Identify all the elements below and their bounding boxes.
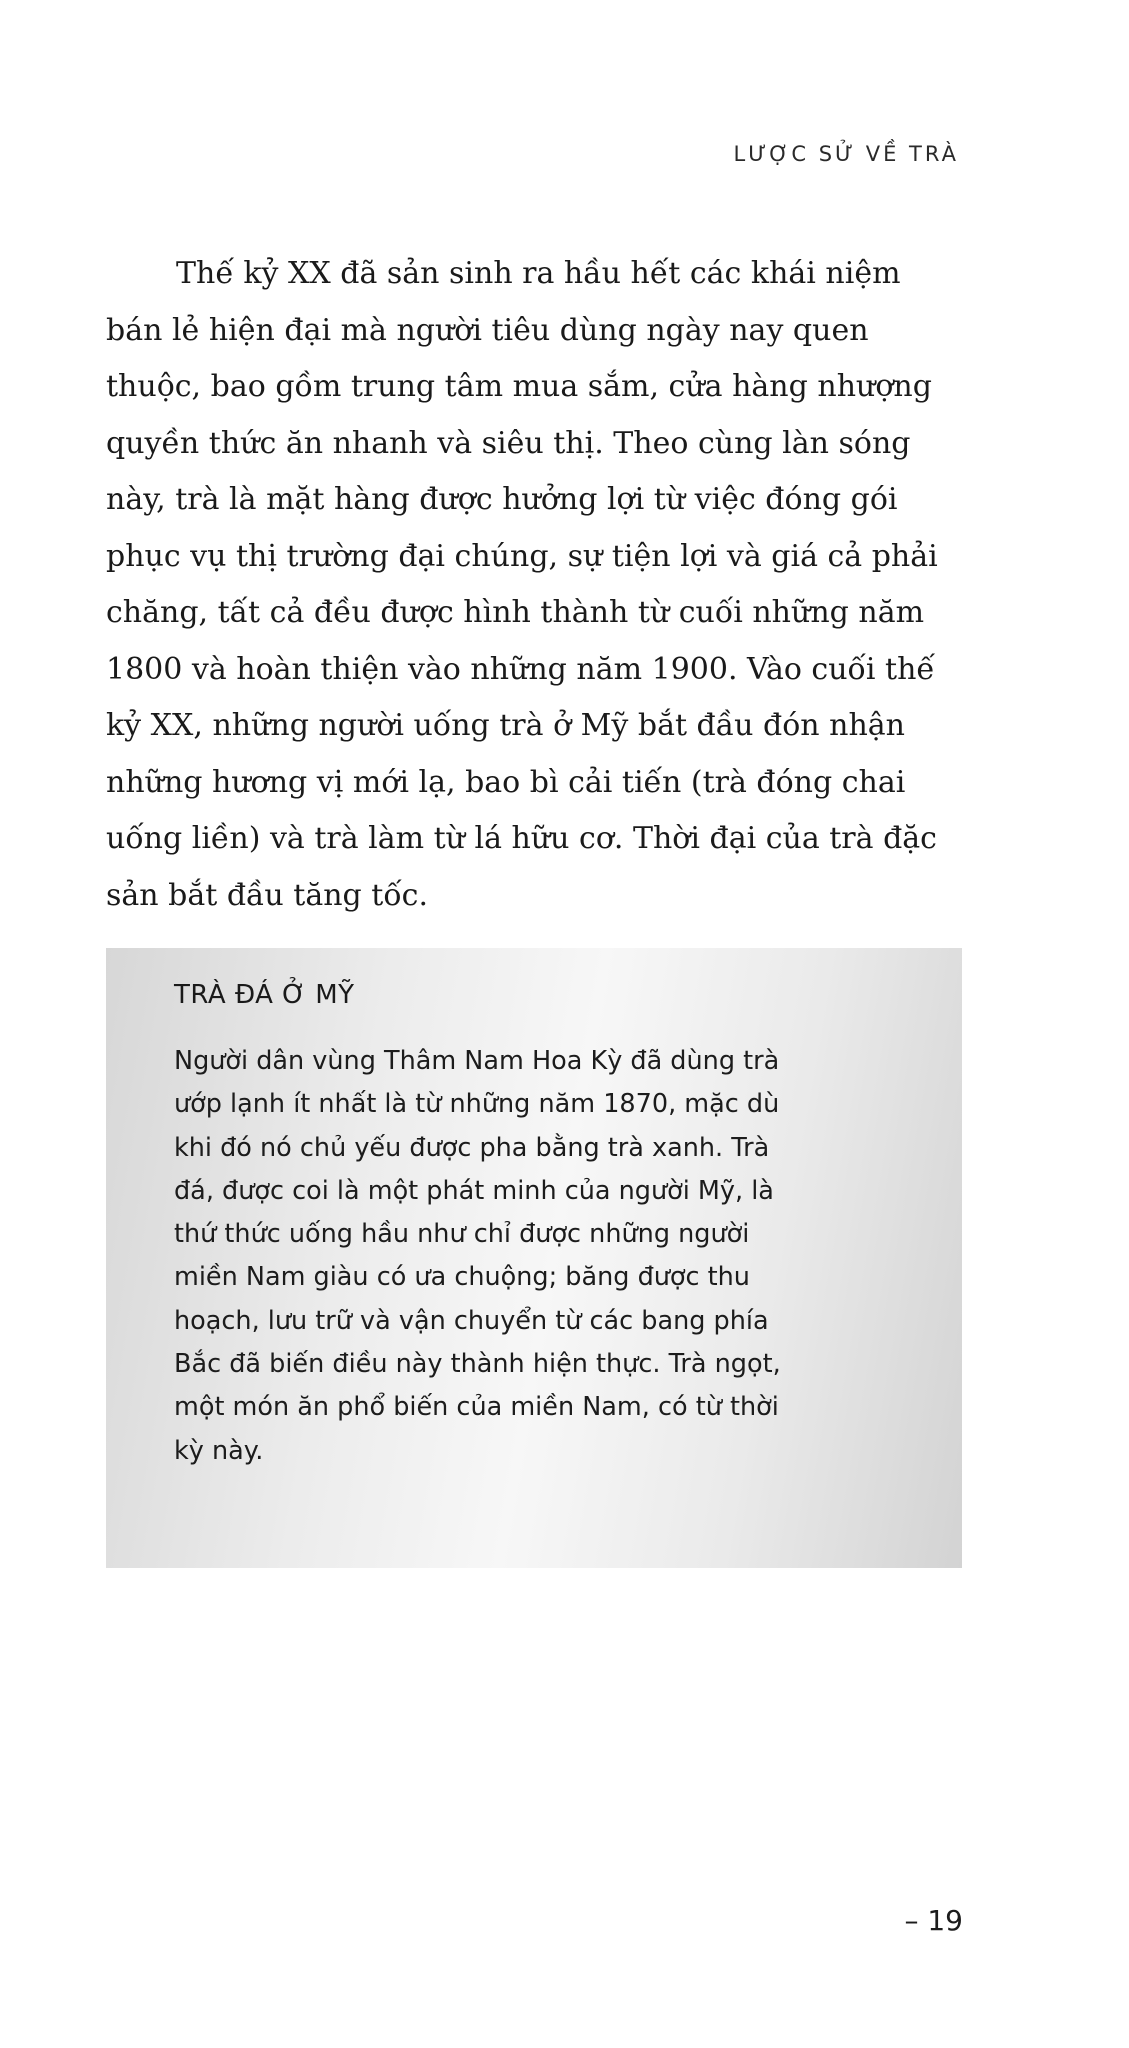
paragraph-line: thuộc, bao gồm trung tâm mua sắm, cửa hàng nhượng [106, 369, 932, 404]
paragraph-line: này, trà là mặt hàng được hưởng lợi từ việc đóng gói [106, 482, 898, 517]
sidebar-paragraph [174, 1040, 781, 1473]
paragraph-line: kỷ XX, những người uống trà ở Mỹ bắt đầu đón nhận [106, 708, 905, 743]
paragraph-line: uống liền) và trà làm từ lá hữu cơ. Thời đại của trà đặc [106, 821, 937, 856]
page-number: – 19 [904, 1904, 963, 1937]
paragraph-line: bán lẻ hiện đại mà người tiêu dùng ngày nay quen [106, 312, 869, 348]
sidebar-line: khi đó nó chủ yếu được pha bằng trà xanh. Trà [174, 1132, 770, 1163]
sidebar-line: Bắc đã biến điều này thành hiện thực. Trà ngọt, [174, 1349, 781, 1380]
paragraph-line: Thế kỷ XX đã sản sinh ra hầu hết các khái niệm [176, 256, 901, 291]
sidebar-line: thứ thức uống hầu như chỉ được những người [174, 1219, 750, 1250]
main-paragraph [106, 246, 972, 924]
sidebar-title: TRÀ ĐÁ Ở MỸ [174, 980, 355, 1010]
sidebar-line: hoạch, lưu trữ và vận chuyển từ các bang phía [174, 1305, 769, 1336]
paragraph-line: 1800 và hoàn thiện vào những năm 1900. Vào cuối thế [106, 651, 935, 687]
paragraph-line: quyền thức ăn nhanh và siêu thị. Theo cùng làn sóng [106, 425, 911, 461]
sidebar-line: kỳ này. [174, 1435, 264, 1466]
sidebar-line: một món ăn phổ biến của miền Nam, có từ thời [174, 1392, 779, 1423]
paragraph-line: những hương vị mới lạ, bao bì cải tiến (trà đóng chai [106, 764, 906, 800]
paragraph-line: chăng, tất cả đều được hình thành từ cuối những năm [106, 595, 925, 630]
paragraph-line: phục vụ thị trường đại chúng, sự tiện lợi và giá cả phải [106, 538, 938, 574]
paragraph-line: sản bắt đầu tăng tốc. [106, 877, 429, 913]
sidebar-line: đá, được coi là một phát minh của người Mỹ, là [174, 1175, 774, 1206]
sidebar-box [106, 948, 962, 1568]
sidebar-line: Người dân vùng Thâm Nam Hoa Kỳ đã dùng trà [174, 1046, 780, 1076]
running-header: LƯỢC SỬ VỀ TRÀ [733, 142, 959, 166]
sidebar-line: ướp lạnh ít nhất là từ những năm 1870, mặc dù [174, 1089, 780, 1120]
sidebar-line: miền Nam giàu có ưa chuộng; băng được thu [174, 1262, 750, 1293]
